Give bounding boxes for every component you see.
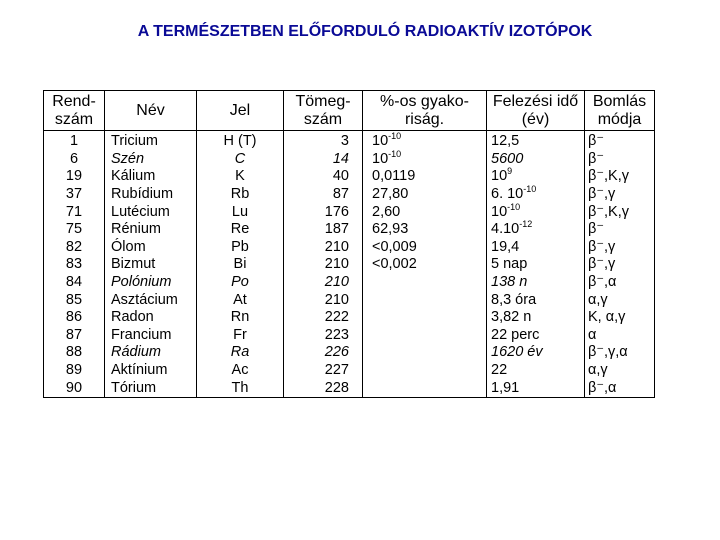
cell-symbol: Re <box>197 221 284 239</box>
cell-name: Lutécium <box>105 203 197 221</box>
cell-symbol: Fr <box>197 327 284 345</box>
cell-mass: 227 <box>284 362 363 380</box>
header-abundance: %-os gyako-riság. <box>363 91 487 131</box>
cell-z: 37 <box>44 186 105 204</box>
table-row <box>44 379 655 397</box>
table-row <box>44 274 655 292</box>
cell-symbol: Pb <box>197 239 284 257</box>
cell-name: Radon <box>105 309 197 327</box>
cell-mass: 14 <box>284 151 363 169</box>
cell-abundance: 62,93 <box>363 221 487 239</box>
cell-half-life: $4.10^{-12}$ <box>487 221 585 239</box>
cell-mass: 210 <box>284 274 363 292</box>
cell-z: 85 <box>44 291 105 309</box>
cell-symbol: C <box>197 151 284 169</box>
cell-name: Tórium <box>105 379 197 397</box>
cell-z: 1 <box>44 131 105 151</box>
table-row <box>44 291 655 309</box>
cell-symbol: Th <box>197 379 284 397</box>
cell-abundance <box>363 344 487 362</box>
cell-decay: β⁻ <box>585 151 655 169</box>
cell-half-life: 1,91 <box>487 379 585 397</box>
header-name: Név <box>105 91 197 131</box>
cell-z: 71 <box>44 203 105 221</box>
cell-decay: β⁻,K,γ <box>585 168 655 186</box>
cell-decay: β⁻,α <box>585 274 655 292</box>
cell-half-life: 138 n <box>487 274 585 292</box>
cell-name: Tricium <box>105 131 197 151</box>
cell-decay: β⁻,α <box>585 379 655 397</box>
cell-symbol: Po <box>197 274 284 292</box>
isotope-table <box>43 90 655 398</box>
cell-abundance <box>363 309 487 327</box>
cell-abundance: $10^{-10}$ <box>363 131 487 151</box>
cell-name: Kálium <box>105 168 197 186</box>
cell-decay: β⁻ <box>585 131 655 151</box>
cell-half-life: 5600 <box>487 151 585 169</box>
table-row <box>44 309 655 327</box>
table-header-row <box>44 91 655 131</box>
cell-mass: 210 <box>284 291 363 309</box>
cell-symbol: Lu <box>197 203 284 221</box>
cell-half-life: 3,82 n <box>487 309 585 327</box>
table-row <box>44 362 655 380</box>
cell-symbol: Ac <box>197 362 284 380</box>
cell-z: 6 <box>44 151 105 169</box>
table-row <box>44 221 655 239</box>
cell-mass: 3 <box>284 131 363 151</box>
cell-abundance <box>363 379 487 397</box>
cell-symbol: Bi <box>197 256 284 274</box>
cell-abundance <box>363 327 487 345</box>
cell-decay: β⁻,K,γ <box>585 203 655 221</box>
cell-name: Francium <box>105 327 197 345</box>
cell-mass: 187 <box>284 221 363 239</box>
cell-mass: 87 <box>284 186 363 204</box>
cell-mass: 40 <box>284 168 363 186</box>
cell-half-life: 1620 év <box>487 344 585 362</box>
table-row <box>44 186 655 204</box>
cell-z: 90 <box>44 379 105 397</box>
cell-half-life: 6. $10^{-10}$ <box>487 186 585 204</box>
cell-symbol: Ra <box>197 344 284 362</box>
header-symbol: Jel <box>197 91 284 131</box>
cell-name: Rádium <box>105 344 197 362</box>
cell-abundance: $10^{-10}$ <box>363 151 487 169</box>
table-row <box>44 256 655 274</box>
cell-z: 19 <box>44 168 105 186</box>
cell-decay: β⁻,γ <box>585 239 655 257</box>
cell-half-life: 8,3 óra <box>487 291 585 309</box>
cell-decay: β⁻ <box>585 221 655 239</box>
table-row <box>44 168 655 186</box>
cell-abundance: 0,0119 <box>363 168 487 186</box>
cell-half-life: 22 perc <box>487 327 585 345</box>
cell-symbol: K <box>197 168 284 186</box>
cell-name: Ólom <box>105 239 197 257</box>
cell-decay: K, α,γ <box>585 309 655 327</box>
cell-mass: 222 <box>284 309 363 327</box>
cell-name: Asztácium <box>105 291 197 309</box>
cell-mass: 210 <box>284 256 363 274</box>
cell-name: Rénium <box>105 221 197 239</box>
cell-mass: 226 <box>284 344 363 362</box>
table-row <box>44 131 655 151</box>
cell-z: 75 <box>44 221 105 239</box>
cell-abundance: <0,002 <box>363 256 487 274</box>
cell-half-life: 22 <box>487 362 585 380</box>
cell-half-life: $10^9$ <box>487 168 585 186</box>
table-row <box>44 327 655 345</box>
header-z: Rend-szám <box>44 91 105 131</box>
cell-name: Polónium <box>105 274 197 292</box>
header-mass: Tömeg-szám <box>284 91 363 131</box>
cell-abundance <box>363 291 487 309</box>
cell-name: Szén <box>105 151 197 169</box>
header-decay: Bomlás módja <box>585 91 655 131</box>
table-row <box>44 151 655 169</box>
cell-symbol: At <box>197 291 284 309</box>
cell-decay: α,γ <box>585 362 655 380</box>
cell-symbol: Rn <box>197 309 284 327</box>
cell-z: 88 <box>44 344 105 362</box>
cell-z: 87 <box>44 327 105 345</box>
cell-z: 86 <box>44 309 105 327</box>
table-row <box>44 203 655 221</box>
page-title: A TERMÉSZETBEN ELŐFORDULÓ RADIOAKTÍV IZOTÓPOK <box>137 23 593 40</box>
cell-abundance <box>363 274 487 292</box>
table-row <box>44 344 655 362</box>
cell-mass: 210 <box>284 239 363 257</box>
cell-z: 83 <box>44 256 105 274</box>
cell-decay: β⁻,γ <box>585 256 655 274</box>
cell-z: 84 <box>44 274 105 292</box>
cell-z: 89 <box>44 362 105 380</box>
cell-half-life: $10^{-10}$ <box>487 203 585 221</box>
cell-abundance: 2,60 <box>363 203 487 221</box>
cell-decay: α,γ <box>585 291 655 309</box>
cell-z: 82 <box>44 239 105 257</box>
cell-name: Bizmut <box>105 256 197 274</box>
cell-symbol: Rb <box>197 186 284 204</box>
cell-mass: 228 <box>284 379 363 397</box>
cell-half-life: 19,4 <box>487 239 585 257</box>
cell-name: Aktínium <box>105 362 197 380</box>
cell-abundance <box>363 362 487 380</box>
cell-half-life: 5 nap <box>487 256 585 274</box>
cell-decay: α <box>585 327 655 345</box>
cell-mass: 176 <box>284 203 363 221</box>
cell-abundance: 27,80 <box>363 186 487 204</box>
cell-symbol: H (T) <box>197 131 284 151</box>
cell-name: Rubídium <box>105 186 197 204</box>
cell-mass: 223 <box>284 327 363 345</box>
cell-decay: β⁻,γ,α <box>585 344 655 362</box>
cell-decay: β⁻,γ <box>585 186 655 204</box>
cell-half-life: 12,5 <box>487 131 585 151</box>
header-half-life: Felezési idő (év) <box>487 91 585 131</box>
cell-abundance: <0,009 <box>363 239 487 257</box>
table-row <box>44 239 655 257</box>
